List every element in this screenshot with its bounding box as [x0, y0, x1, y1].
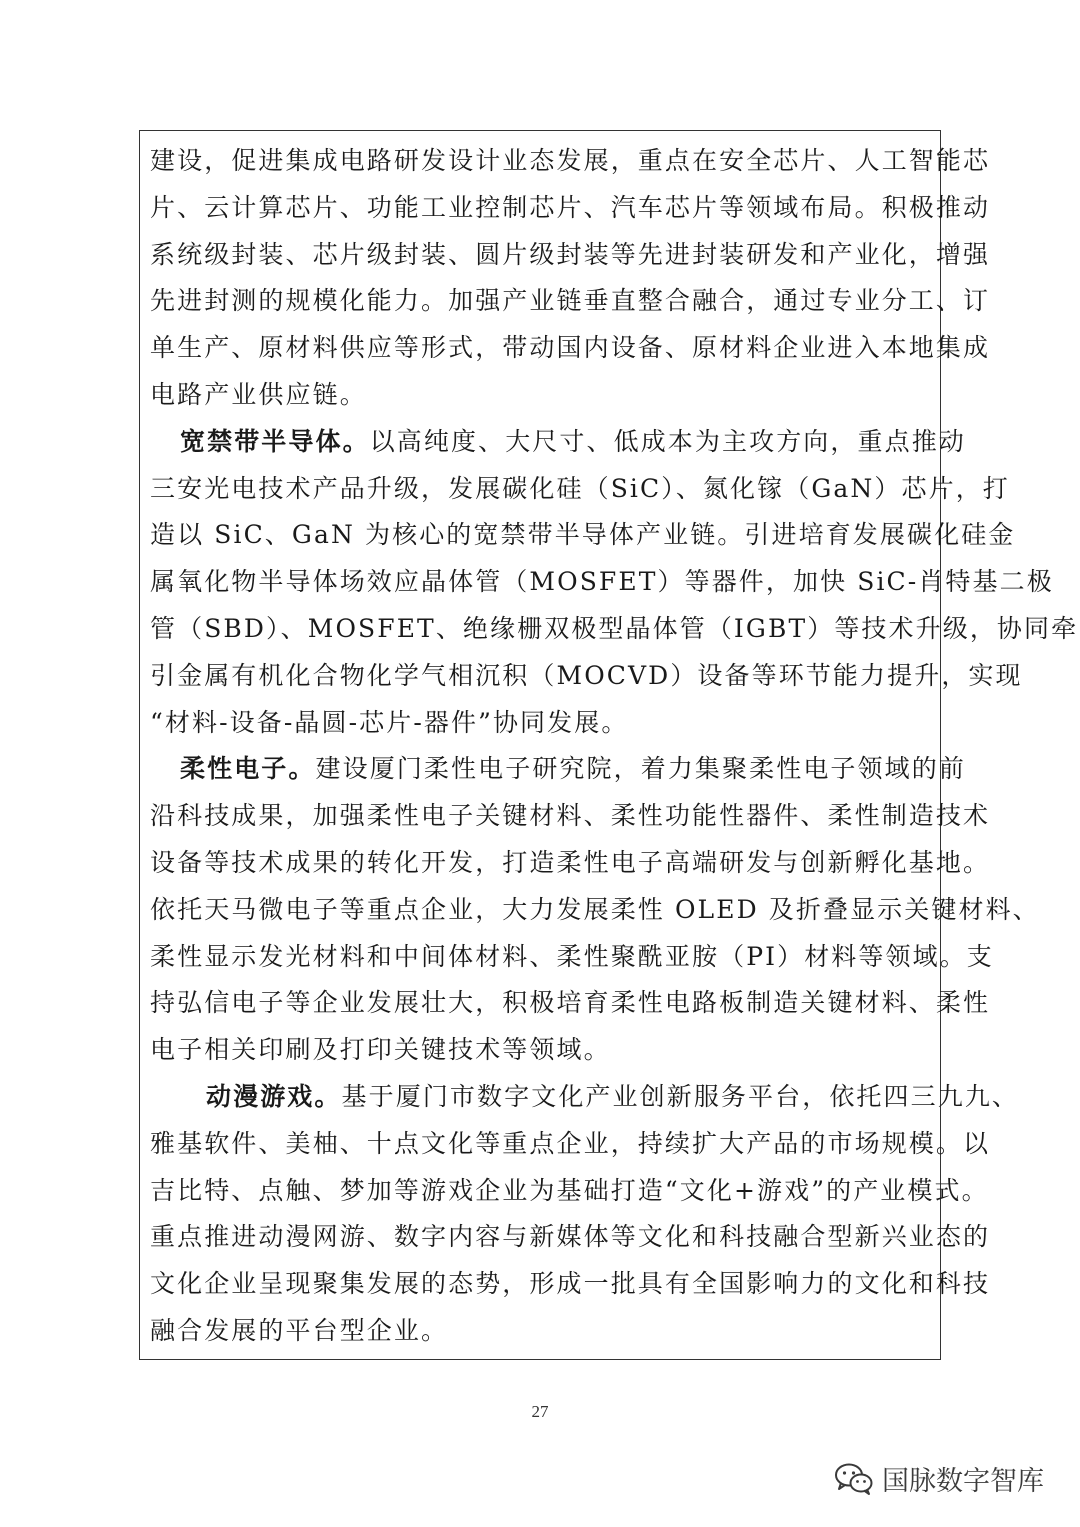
text-line: 造以 SiC、GaN 为核心的宽禁带半导体产业链。引进培育发展碳化硅金	[150, 520, 1016, 550]
text-line: 雅基软件、美柚、十点文化等重点企业，持续扩大产品的市场规模。以	[150, 1128, 991, 1158]
text-line: 管（SBD）、MOSFET、绝缘栅双极型晶体管（IGBT）等技术升级，协同牵	[150, 613, 1079, 643]
text-line: 设备等技术成果的转化开发，打造柔性电子高端研发与创新孵化基地。	[150, 847, 991, 877]
watermark	[834, 1459, 1044, 1498]
text-line: 吉比特、点触、梦加等游戏企业为基础打造“文化+游戏”的产业模式。	[150, 1175, 989, 1205]
text-line: 建设厦门柔性电子研究院，着力集聚柔性电子领域的前	[315, 754, 966, 784]
text-line: 片、云计算芯片、功能工业控制芯片、汽车芯片等领域布局。积极推动	[150, 192, 991, 222]
paragraph-first-line	[150, 1074, 1020, 1121]
text-line: 依托天马微电子等重点企业，大力发展柔性 OLED 及折叠显示关键材料、	[150, 894, 1040, 924]
section-heading: 柔性电子。	[180, 754, 316, 784]
text-line: 单生产、原材料供应等形式，带动国内设备、原材料企业进入本地集成	[150, 333, 991, 363]
section-heading: 动漫游戏。	[206, 1081, 342, 1111]
watermark-text: 国脉数字智库	[882, 1466, 1044, 1497]
text-line: 建设，促进集成电路研发设计业态发展，重点在安全芯片、人工智能芯	[150, 146, 991, 175]
text-line: 先进封测的规模化能力。加强产业链垂直整合融合，通过专业分工、订	[150, 286, 991, 316]
paragraph-first-line	[150, 746, 966, 793]
text-line: 基于厦门市数字文化产业创新服务平台，依托四三九九、	[341, 1081, 1020, 1111]
document-body	[150, 138, 1079, 1355]
text-line: 融合发展的平台型企业。	[150, 1315, 449, 1345]
text-line: 柔性显示发光材料和中间体材料、柔性聚酰亚胺（PI）材料等领域。支	[150, 941, 994, 971]
paragraph-first-line	[150, 419, 966, 466]
text-line: 引金属有机化合物化学气相沉积（MOCVD）设备等环节能力提升，实现	[150, 660, 1023, 690]
text-line: 持弘信电子等企业发展壮大，积极培育柔性电路板制造关键材料、柔性	[150, 988, 991, 1018]
wechat-icon	[834, 1462, 874, 1496]
text-line: 电子相关印刷及打印关键技术等领域。	[150, 1035, 611, 1065]
text-line: “材料-设备-晶圆-芯片-器件”协同发展。	[150, 707, 629, 737]
text-line: 文化企业呈现聚集发展的态势，形成一批具有全国影响力的文化和科技	[150, 1269, 991, 1299]
text-line: 重点推进动漫网游、数字内容与新媒体等文化和科技融合型新兴业态的	[150, 1222, 991, 1252]
text-line: 系统级封装、芯片级封装、圆片级封装等先进封装研发和产业化，增强	[150, 239, 991, 269]
text-line: 电路产业供应链。	[150, 379, 367, 409]
page-number: 27	[531, 1402, 549, 1421]
text-line: 以高纯度、大尺寸、低成本为主攻方向，重点推动	[369, 426, 966, 456]
text-line: 沿科技成果，加强柔性电子关键材料、柔性功能性器件、柔性制造技术	[150, 801, 991, 831]
section-heading: 宽禁带半导体。	[180, 426, 370, 456]
text-line: 三安光电技术产品升级，发展碳化硅（SiC）、氮化镓（GaN）芯片，打	[150, 473, 1010, 503]
text-line: 属氧化物半导体场效应晶体管（MOSFET）等器件，加快 SiC-肖特基二极	[150, 567, 1054, 597]
